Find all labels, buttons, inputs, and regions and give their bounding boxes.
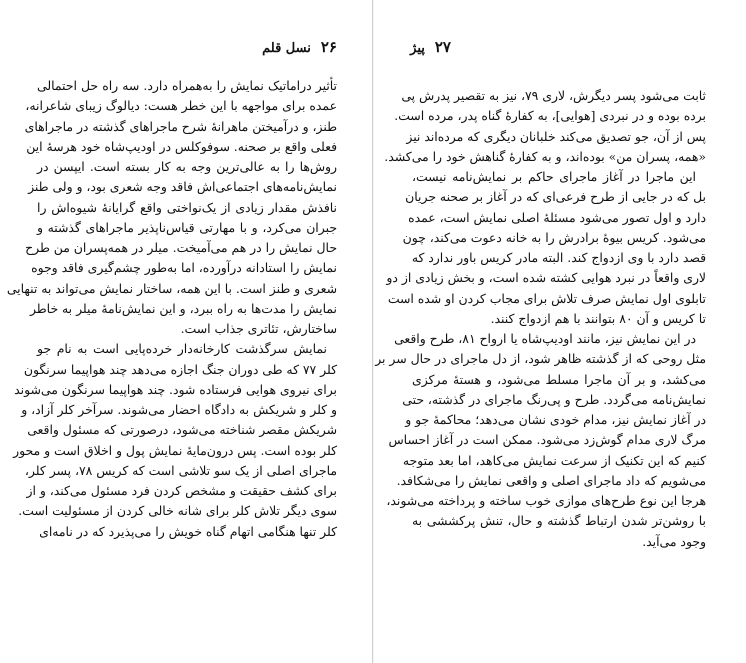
text-line: مرگ لاری مدام گوش‌زد می‌شود. ممکن است در آغاز احساس	[388, 432, 706, 448]
text-line: با روشن‌تر شدن ارتباط گذشته و حال، تنش پرکششی به	[412, 513, 706, 529]
text-line: می‌شویم که داد ماجرای اصلی و واقعی نمایش را می‌شکافد.	[396, 472, 706, 488]
text-line: سوی دیگر تلاش کلر برای شانه خالی کردن از مسئولیت است.	[18, 503, 337, 519]
left-page-number: ۲۶	[320, 38, 337, 56]
text-line: فعلی واقع بر صحنه. سوفوکلس در اودیپ‌شاه خود هرسهٔ این	[26, 138, 337, 154]
left-page-header	[262, 38, 337, 60]
left-running-head: نسل قلم	[262, 41, 311, 56]
text-line: لاری واقعاً در نبرد هوایی کشته شده است، و بخش زیادی از دو	[386, 270, 706, 286]
text-line: نافذش مقدار زیادی از یک‌نواختی واقع گرایانهٔ شیوه‌اش را	[37, 199, 337, 215]
text-line: تابلوی اول نمایش صرف تلاش برای مجاب کردن او شده است	[387, 290, 706, 306]
text-line: کلر بوده است. پس درون‌مایهٔ نمایش پول و اخلاق است و محور	[13, 442, 337, 458]
text-line: و کلر و شریکش به دادگاه احضار می‌شوند. سرآخر کلر آزاد، و	[21, 402, 337, 417]
text-line: مثل روحی که از گذشته ظاهر شود، از دل ماجرای در حال سر بر	[375, 351, 706, 367]
right-page-body	[375, 86, 706, 552]
text-line: قصد دارد با وی ازدواج کند. البته مادر کریس باور ندارد که	[411, 250, 706, 265]
text-line: حال نمایش را در هم می‌آمیخت. میلر در همه‌پسران من طرح	[25, 240, 337, 255]
text-line: بل که در جایی از طرح فرعی‌ای که در آغاز بر صحنه جریان	[405, 189, 706, 205]
text-line: هرجا این نوع طرح‌های موازی خوب ساخته و پرداخته می‌شوند،	[386, 493, 706, 508]
text-line: ماجرای اصلی از یک سو تلاشی است که کریس ۷۸، پسر کلر،	[24, 462, 337, 478]
text-line: شریکش مقصر شناخته می‌شود، درصورتی که مسئول واقعی	[27, 422, 337, 438]
text-line: این ماجرا در آغاز ماجرای حاکم بر نمایش‌نامه نیست،	[412, 169, 696, 184]
text-line: تأثیر دراماتیک نمایش را به‌همراه دارد. سه راه حل احتمالی	[37, 78, 337, 93]
text-line: ساختارش، تئاتری جذاب است.	[180, 321, 337, 336]
text-line: نمایش‌نامه‌های اجتماعی‌اش فاقد وجه شعری بود، و ولی طنز	[28, 179, 337, 195]
right-page	[374, 0, 746, 663]
text-line: می‌شود. کریس بیوهٔ برادرش را به خانه دعوت می‌کند، چون	[402, 229, 706, 245]
text-line: نمایش را استادانه درآورده، اما به‌طور چشم‌گیری فاقد وجوه	[31, 260, 337, 276]
text-line: در این نمایش نیز، مانند اودیپ‌شاه یا ارواح ۸۱، طرح واقعی	[394, 331, 696, 346]
text-line: شعری و طنز است. با این همه، ساختار نمایش می‌تواند به تنهایی	[6, 280, 337, 296]
text-line: ثابت می‌شود پسر دیگرش، لاری ۷۹، نیز به تقصیر پدرش پی	[401, 88, 706, 103]
text-line: عمده برای مواجهه با این خطر هست: دیالوگ زیبای شاعرانه،	[25, 98, 337, 114]
text-line: تا کریس و آن ۸۰ بتوانند با هم ازدواج کنند.	[490, 310, 706, 326]
text-line: برای نیروی هوایی فرستاده شود. چند هواپیما سرنگون می‌شوند	[14, 381, 337, 397]
right-page-header	[410, 38, 451, 60]
text-line: در آغاز نمایش نیز، مدام خودی نشان می‌دهد؛ محاکمهٔ جو و	[405, 412, 706, 427]
text-line: وجود می‌آید.	[642, 533, 706, 549]
text-line: برده بوده و در نبردی [هوایی]، به کفارهٔ گناه پدر، مرده است.	[394, 108, 706, 124]
text-line: طنز، و درآمیختن ماهرانهٔ شرح ماجراهای گذشته در ماجراهای	[24, 118, 337, 134]
text-line: پس از آن، جو تصدیق می‌کند خلبانان دیگری که مرده‌اند نیز	[406, 128, 706, 144]
text-line: نمایش سرگذشت کارخانه‌دار خرده‌پایی است به نام جو	[37, 341, 327, 357]
text-line: «همه، پسران من» بوده‌اند، و به کفارهٔ گناهش خود را می‌کشد.	[384, 148, 706, 164]
left-page-body	[6, 76, 337, 542]
text-line: نمایش را مدت‌ها به راه ببرد، و این نمایش‌نامهٔ میلر به خاطر	[29, 300, 337, 316]
text-line: برای کشف حقیقت و مشخص کردن فرد مسئول می‌کند، و از	[26, 483, 337, 498]
text-line: نمایش‌نامه می‌گردد. طرح و پی‌رنگ ماجرای در گذشته، حتی	[402, 391, 706, 407]
text-line: می‌کشد، و بر آن ماجرا مسلط می‌شود، و هستهٔ مرکزی	[412, 371, 706, 387]
text-line: کنیم که این تکنیک از سرعت نمایش می‌کاهد، اما بعد متوجه	[402, 452, 706, 468]
text-line: کلر تنها هنگامی اتهام گناه خویش را می‌پذیرد که در نامه‌ای	[39, 523, 337, 539]
text-line: دارد و اول تصور می‌شود مسئلهٔ اصلی نمایش است، عمده	[408, 209, 706, 225]
right-page-number: ۲۷	[434, 38, 451, 56]
text-line: روش‌ها را به عالی‌ترین وجه به کار بسته است. ایپسن در	[37, 159, 337, 174]
text-line: جبران می‌کرد، و با مهارتی قیاس‌ناپذیر ماجراهای گذشته و	[37, 219, 337, 235]
text-line: کلر ۷۷ که طی دوران جنگ اجازه می‌دهد چند هواپیما سرنگون	[23, 361, 337, 377]
right-running-head: پیژ	[410, 41, 425, 56]
